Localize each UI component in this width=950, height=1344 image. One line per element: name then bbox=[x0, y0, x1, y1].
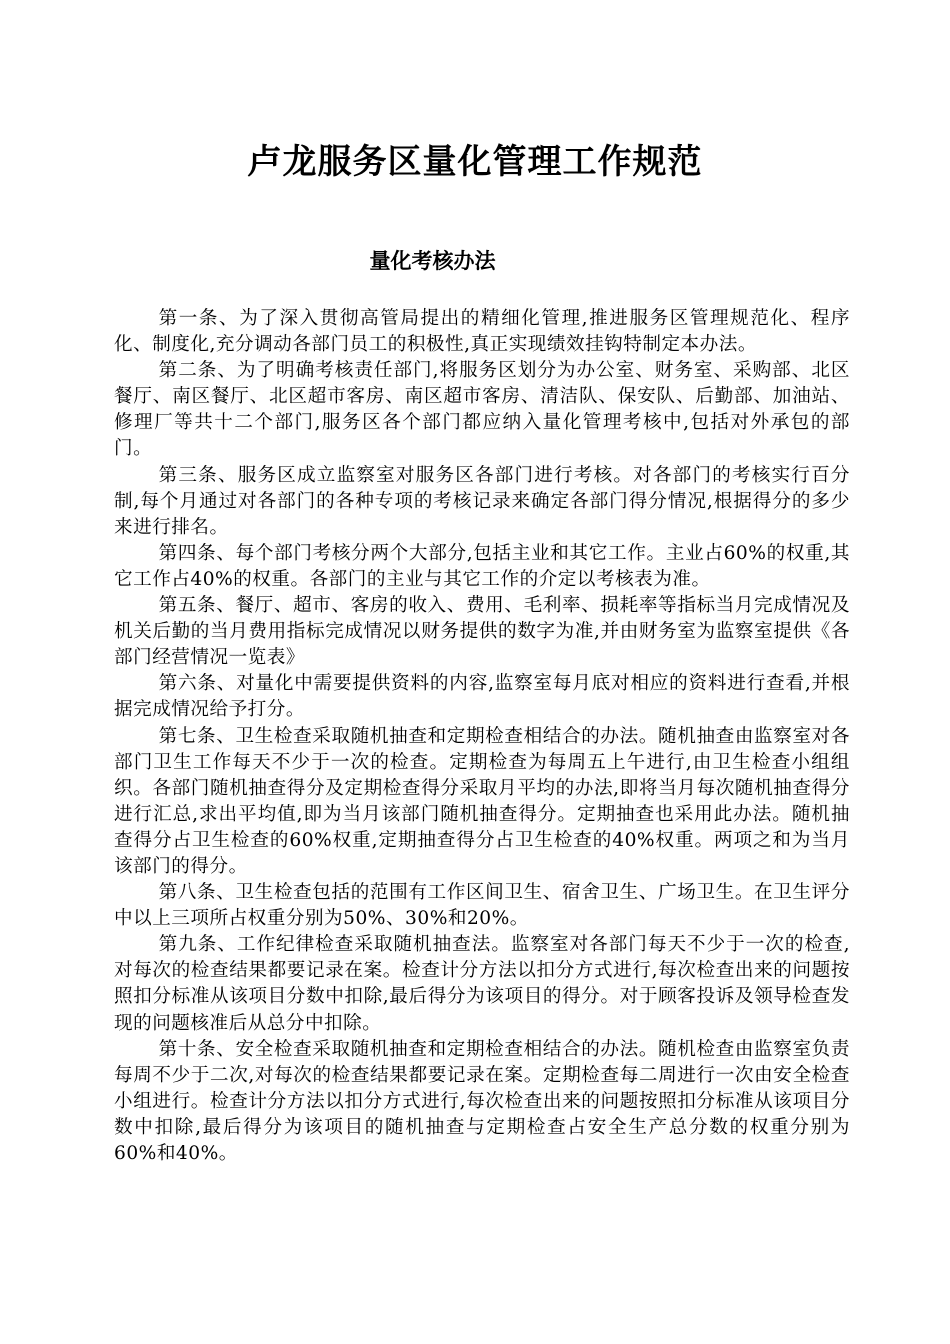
article-4: 第四条、每个部门考核分两个大部分,包括主业和其它工作。主业占60%的权重,其它工作占40%的权重。各部门的主业与其它工作的介定以考核表为准。 bbox=[114, 542, 850, 590]
article-7: 第七条、卫生检查采取随机抽查和定期检查相结合的办法。随机抽查由监察室对各部门卫生工作每天不少于一次的检查。定期检查为每周五上午进行,由卫生检查小组组织。各部门随机抽查得分及定期检查得分采取月平均的办法,即将当月每次随机抽查得分进行汇总,求出平均值,即为当月该部门随机抽查得分。定期抽查也采用此办法。随机抽查得分占卫生检查的60%权重,定期抽查得分占卫生检查的40%权重。两项之和为当月该部门的得分。 bbox=[114, 725, 850, 877]
document-subtitle: 量化考核办法 bbox=[369, 249, 496, 273]
document-title: 卢龙服务区量化管理工作规范 bbox=[247, 142, 703, 182]
article-9: 第九条、工作纪律检查采取随机抽查法。监察室对各部门每天不少于一次的检查,对每次的检查结果都要记录在案。检查计分方法以扣分方式进行,每次检查出来的问题按照扣分标准从该项目分数中扣除,最后得分为该项目的得分。对于顾客投诉及领导检查发现的问题核准后从总分中扣除。 bbox=[114, 934, 850, 1034]
article-3: 第三条、服务区成立监察室对服务区各部门进行考核。对各部门的考核实行百分制,每个月通过对各部门的各种专项的考核记录来确定各部门得分情况,根据得分的多少来进行排名。 bbox=[114, 464, 850, 538]
article-10: 第十条、安全检查采取随机抽查和定期检查相结合的办法。随机检查由监察室负责每周不少于二次,对每次的检查结果都要记录在案。定期检查每二周进行一次由安全检查小组进行。检查计分方法以扣分方式进行,每次检查出来的问题按照扣分标准从该项目分数中扣除,最后得分为该项目的随机抽查与定期检查占安全生产总分数的权重分别为60%和40%。 bbox=[114, 1038, 850, 1164]
article-2: 第二条、为了明确考核责任部门,将服务区划分为办公室、财务室、采购部、北区餐厅、南区餐厅、北区超市客房、南区超市客房、清洁队、保安队、后勤部、加油站、修理厂等共十二个部门,服务区各个部门都应纳入量化管理考核中,包括对外承包的部门。 bbox=[114, 360, 850, 460]
article-1: 第一条、为了深入贯彻高管局提出的精细化管理,推进服务区管理规范化、程序化、制度化,充分调动各部门员工的积极性,真正实现绩效挂钩特制定本办法。 bbox=[114, 308, 850, 356]
article-8: 第八条、卫生检查包括的范围有工作区间卫生、宿舍卫生、广场卫生。在卫生评分中以上三项所占权重分别为50%、30%和20%。 bbox=[114, 882, 850, 930]
document-body bbox=[114, 306, 850, 1167]
article-6: 第六条、对量化中需要提供资料的内容,监察室每月底对相应的资料进行查看,并根据完成情况给予打分。 bbox=[114, 673, 850, 721]
article-5: 第五条、餐厅、超市、客房的收入、费用、毛利率、损耗率等指标当月完成情况及机关后勤的当月费用指标完成情况以财务提供的数字为准,并由财务室为监察室提供《各部门经营情况一览表》 bbox=[114, 595, 850, 669]
